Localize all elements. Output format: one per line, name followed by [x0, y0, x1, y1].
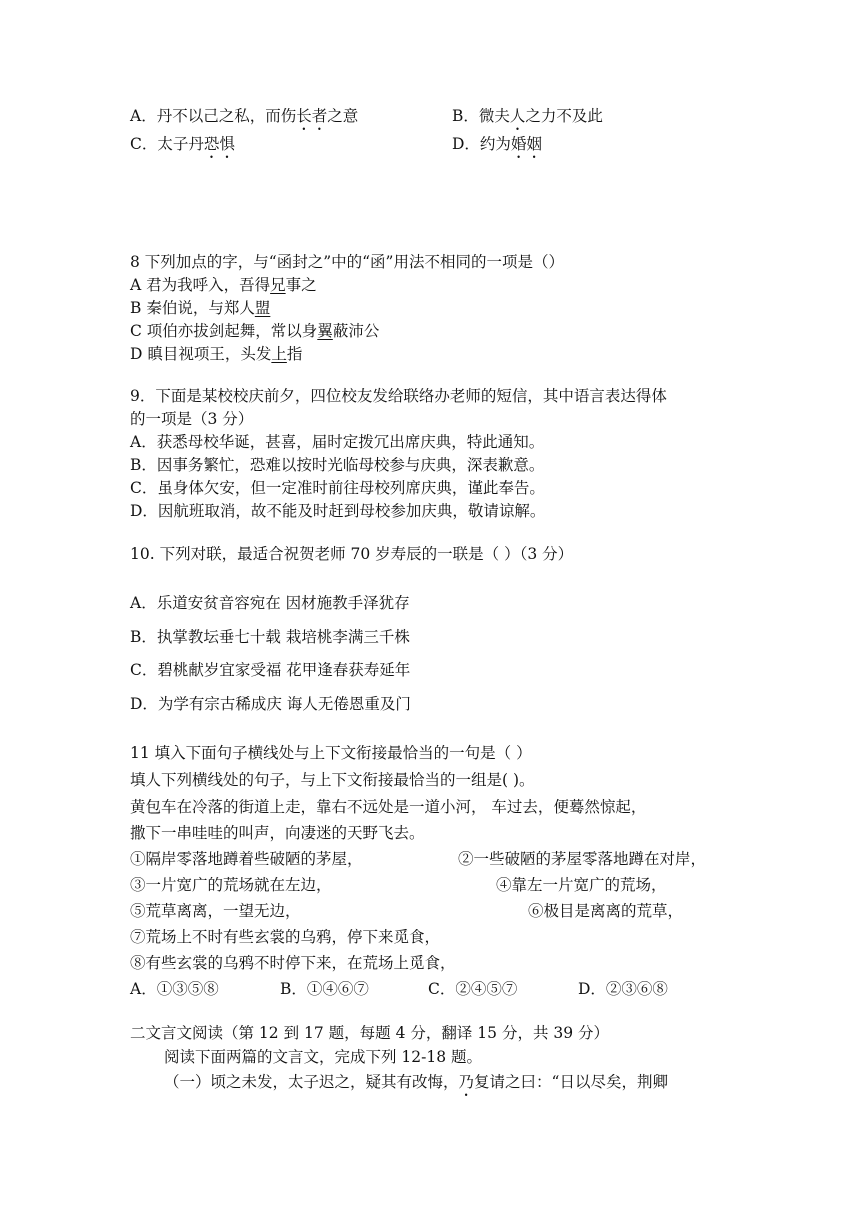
- q11-passage-line2: 撒下一串哇哇的叫声，向凄迷的天野飞去。: [130, 824, 425, 842]
- q11-sentence-1: ①隔岸零落地蹲着些破陋的茅屋，: [130, 850, 363, 868]
- q11-sentence-4: ④靠左一片宽广的荒场，: [496, 876, 667, 894]
- q8-option-c: C 项伯亦拔剑起舞，常以身翼蔽沛公: [130, 322, 380, 340]
- q11-stem-line1: 11 填入下面句子横线处与上下文衔接最恰当的一句是（ ）: [130, 744, 532, 762]
- q8-stem: 8 下列加点的字，与“函封之”中的“函”用法不相同的一项是（）: [130, 253, 564, 271]
- q11-sentence-6: ⑥极目是离离的荒草，: [528, 902, 684, 920]
- q8-option-d-underline: 上: [271, 345, 287, 363]
- q8-option-a-underline: 兄: [270, 276, 286, 294]
- q11-choice-d: D．②③⑥⑧: [578, 980, 668, 998]
- section2-passage-emphasis: 乃: [458, 1073, 475, 1091]
- q7-option-d: D．约为婚姻: [452, 135, 542, 153]
- q8-option-a: A 君为我呼入，吾得兄事之: [130, 276, 317, 294]
- q11-sentence-3: ③一片宽广的荒场就在左边，: [130, 876, 332, 894]
- q9-stem-line1: 9．下面是某校校庆前夕，四位校友发给联络办老师的短信，其中语言表达得体: [130, 387, 667, 405]
- section2-passage-line1: （一）顷之未发，太子迟之，疑其有改悔，乃复请之曰：“日以尽矣，荆卿: [164, 1073, 668, 1091]
- q8-option-c-underline: 翼: [317, 322, 333, 340]
- q11-choice-c: C．②④⑤⑦: [428, 980, 518, 998]
- q8-option-b: B 秦伯说，与郑人盟: [130, 299, 271, 317]
- q7-option-c: C．太子丹恐惧: [130, 135, 235, 153]
- q9-stem-line2: 的一项是（3 分）: [130, 410, 254, 428]
- q11-passage-line1: 黄包车在冷落的街道上走，靠右不远处是一道小河， 车过去，便蓦然惊起，: [130, 798, 647, 816]
- q8-option-d: D 瞋目视项王，头发上指: [130, 345, 303, 363]
- q11-sentence-2: ②一些破陋的茅屋零落地蹲在对岸，: [458, 850, 707, 868]
- section2-intro: 阅读下面两篇的文言文，完成下列 12-18 题。: [164, 1048, 483, 1066]
- q10-stem: 10. 下列对联，最适合祝贺老师 70 岁寿辰的一联是（ ）（3 分）: [130, 545, 574, 563]
- q11-stem-line2: 填人下列横线处的句子，与上下文衔接最恰当的一组是( )。: [130, 771, 535, 789]
- q9-option-a: A．获悉母校华诞，甚喜，届时定拨冗出席庆典，特此通知。: [130, 433, 545, 451]
- q9-option-c: C．虽身体欠安，但一定准时前往母校列席庆典，谨此奉告。: [130, 479, 545, 497]
- q11-sentence-8: ⑧有些玄裳的乌鸦不时停下来，在荒场上觅食，: [130, 954, 456, 972]
- q9-option-b: B．因事务繁忙，恐难以按时光临母校参与庆典，深表歉意。: [130, 456, 545, 474]
- q10-option-a: A．乐道安贫音容宛在 因材施教手泽犹存: [130, 594, 410, 612]
- q10-option-d: D．为学有宗古稀成庆 诲人无倦恩重及门: [130, 695, 411, 713]
- q7-option-b: B．微夫人之力不及此: [452, 107, 603, 125]
- q10-option-c: C．碧桃献岁宜家受福 花甲逢春获寿延年: [130, 661, 411, 679]
- q8-option-b-underline: 盟: [254, 299, 271, 317]
- q7-option-a: A．丹不以己之私，而伤长者之意: [130, 107, 359, 125]
- q7-option-d-emphasis: 婚姻: [510, 135, 542, 153]
- q7-option-c-emphasis: 恐惧: [203, 135, 235, 153]
- q11-sentence-5: ⑤荒草离离，一望无边，: [130, 902, 301, 920]
- q7-option-b-emphasis: 人: [509, 107, 526, 125]
- q11-choice-a: A．①③⑤⑧: [130, 980, 219, 998]
- q11-sentence-7: ⑦荒场上不时有些玄裳的乌鸦，停下来觅食，: [130, 928, 441, 946]
- section2-heading: 二文言文阅读（第 12 到 17 题，每题 4 分，翻译 15 分，共 39 分）: [130, 1024, 610, 1042]
- q10-option-b: B．执掌教坛垂七十载 栽培桃李满三千株: [130, 628, 410, 646]
- q7-option-a-emphasis: 长者: [296, 107, 328, 125]
- q9-option-d: D．因航班取消，故不能及时赶到母校参加庆典，敬请谅解。: [130, 502, 546, 520]
- q11-choice-b: B．①④⑥⑦: [280, 980, 369, 998]
